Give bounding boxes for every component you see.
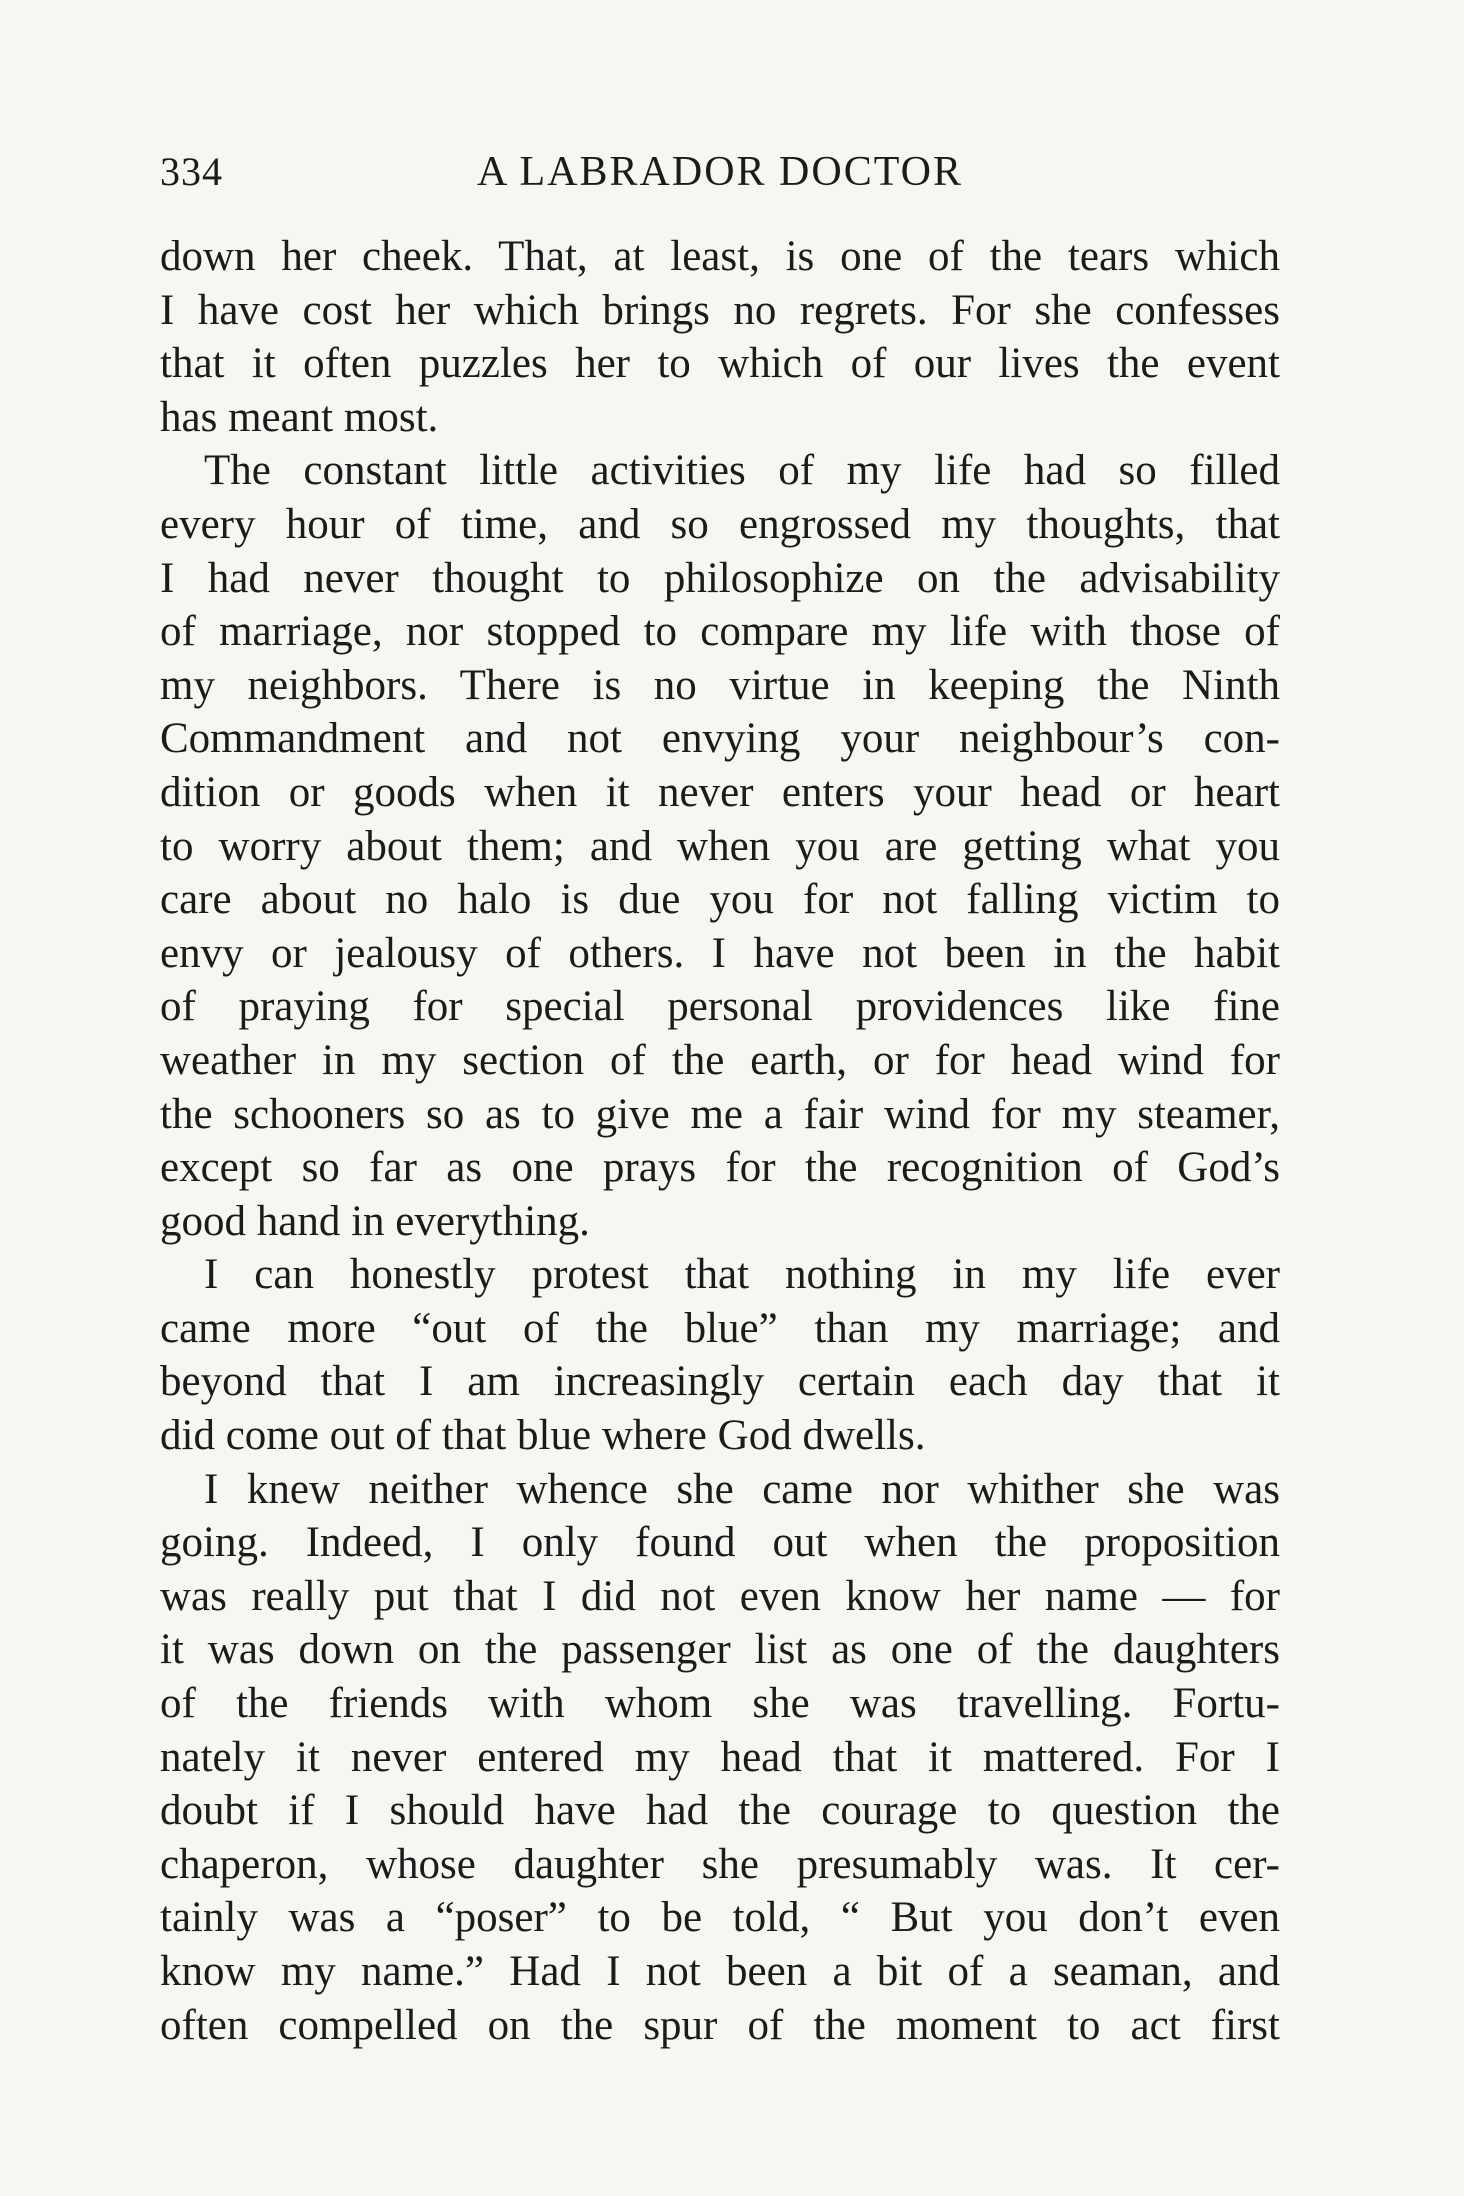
text-line: of marriage, nor stopped to compare my life with those of: [160, 608, 1280, 656]
body-text: [160, 230, 1280, 2052]
text-line: it was down on the passenger list as one of the daughters: [160, 1626, 1280, 1674]
text-line: beyond that I am increasingly certain each day that it: [160, 1358, 1280, 1406]
text-line: of praying for special personal providences like fine: [160, 983, 1280, 1031]
text-line: doubt if I should have had the courage to question the: [160, 1787, 1280, 1835]
text-line: was really put that I did not even know her name — for: [160, 1572, 1280, 1620]
text-line: I have cost her which brings no regrets. For she confesses: [160, 286, 1280, 334]
text-line: going. Indeed, I only found out when the proposition: [160, 1519, 1280, 1567]
text-line: tainly was a “poser” to be told, “ But you don’t even: [160, 1894, 1280, 1942]
text-line: that it often puzzles her to which of our lives the event: [160, 340, 1280, 388]
text-line: weather in my section of the earth, or for head wind for: [160, 1036, 1280, 1084]
text-line: know my name.” Had I not been a bit of a seaman, and: [160, 1948, 1280, 1995]
text-line: my neighbors. There is no virtue in keeping the Ninth: [160, 661, 1280, 709]
text-line: chaperon, whose daughter she presumably was. It cer-: [160, 1840, 1280, 1888]
running-head: [160, 142, 1280, 202]
text-line: care about no halo is due you for not falling victim to: [160, 876, 1280, 924]
text-line: envy or jealousy of others. I have not been in the habit: [160, 929, 1280, 977]
text-line: except so far as one prays for the recognition of God’s: [160, 1144, 1280, 1192]
text-line: often compelled on the spur of the moment to act first: [160, 2001, 1280, 2049]
book-title: A LABRADOR DOCTOR: [477, 149, 963, 195]
text-line: every hour of time, and so engrossed my thoughts, that: [160, 500, 1280, 548]
text-line: did come out of that blue where God dwells.: [160, 1412, 926, 1460]
text-line: of the friends with whom she was travelling. Fortu-: [160, 1680, 1280, 1728]
text-line: the schooners so as to give me a fair wind for my steamer,: [160, 1090, 1280, 1138]
text-line: I knew neither whence she came nor whither she was: [204, 1465, 1280, 1513]
text-line: came more “out of the blue” than my marriage; and: [160, 1304, 1280, 1352]
text-line: Commandment and not envying your neighbour’s con-: [160, 715, 1280, 763]
text-line: has meant most.: [160, 393, 439, 441]
text-line: I can honestly protest that nothing in my life ever: [204, 1251, 1280, 1299]
text-line: dition or goods when it never enters your head or heart: [160, 768, 1280, 816]
page-number: 334: [160, 149, 223, 194]
text-line: The constant little activities of my life had so filled: [204, 447, 1280, 495]
text-line: nately it never entered my head that it mattered. For I: [160, 1733, 1280, 1781]
text-line: good hand in everything.: [160, 1197, 590, 1245]
text-line: down her cheek. That, at least, is one of the tears which: [160, 233, 1280, 280]
text-line: I had never thought to philosophize on the advisability: [160, 554, 1280, 602]
text-line: to worry about them; and when you are getting what you: [160, 822, 1280, 870]
